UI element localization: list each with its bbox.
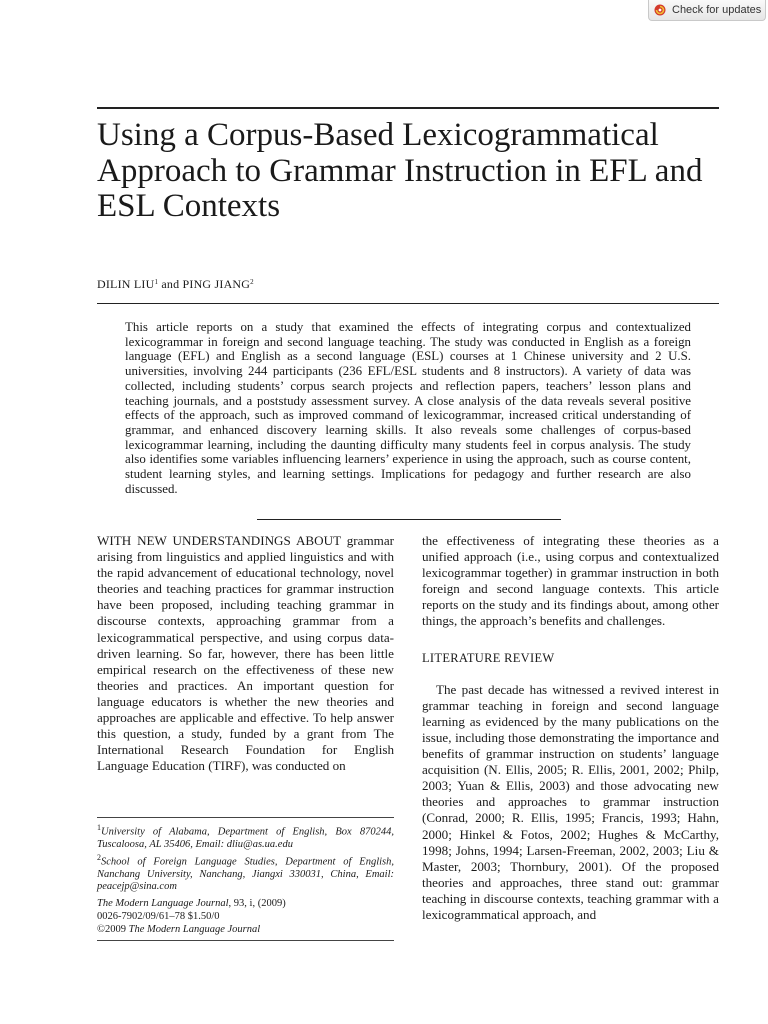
author-joiner: and (161, 277, 180, 291)
check-for-updates-label: Check for updates (672, 4, 762, 16)
footnote-text: School of Foreign Language Studies, Department of English, Nanchang University, Nanchang, Jiangxi 330031, China, Email: peacejp@sina.com (97, 856, 394, 892)
right-column (422, 533, 719, 923)
journal-volume: , 93, i, (2009) (228, 898, 286, 909)
article-title: Using a Corpus-Based Lexicogrammatical Approach to Grammar Instruction in EFL and ESL Contexts (97, 117, 703, 224)
journal-info-rule (97, 940, 394, 941)
abstract: This article reports on a study that examined the effects of integrating corpus and contextualized lexicogrammar in foreign and second language teaching. The study was conducted in English as a foreign language (EFL) and English as a second language (ESL) courses at 1 Chinese university and 2 U.S. universities, involving 244 participants (236 EFL/ESL students and 8 instructors). A variety of data was collected, including students’ corpus search projects and reflection papers, teachers’ lesson plans and teaching journals, and a poststudy assessment survey. A close analysis of the data reveals several positive effects of the approach, such as improved command of lexicogrammar, increased critical understanding of grammar, and enhanced discovery learning skills. It also reveals some challenges of corpus-based lexicogrammar learning, including the daunting difficulty many students feel in corpus analysis. The study also identifies some variables influencing learners’ experience in using the approach, such as course content, student learning styles, and learning settings. Implications for pedagogy and further research are also discussed. (125, 320, 691, 496)
footnote-rule (97, 817, 394, 818)
footnote-text: University of Alabama, Department of English, Box 870244, Tuscaloosa, AL 35406, Email: dliu@as.ua.edu (97, 826, 394, 850)
copyright-symbol: ©2009 (97, 924, 129, 935)
section-heading: LITERATURE REVIEW (422, 650, 555, 665)
footnote-mark: 1 (97, 823, 101, 832)
footnotes (97, 822, 394, 894)
check-for-updates-button[interactable] (648, 0, 766, 21)
author-line (97, 277, 254, 292)
author-name: PING JIANG (182, 277, 251, 291)
affiliation-mark: 1 (154, 278, 159, 286)
journal-name: The Modern Language Journal (97, 898, 229, 909)
journal-info (97, 897, 394, 936)
update-badge-icon (654, 4, 666, 16)
abstract-divider (257, 519, 561, 520)
journal-issn: 0026-7902/09/61–78 $1.50/0 (97, 911, 220, 922)
intro-paragraph: WITH NEW UNDERSTANDINGS ABOUT grammar arising from linguistics and applied linguistics and with the rapid advancement of educational technology, novel theories and teaching practices for grammar instruction have been proposed, including teaching grammar in discourse contexts, approaching grammar from a lexicogrammatical perspective, and using corpus data-driven learning. So far, however, there has been little empirical research on the effectiveness of these new theories and practices. An important question for language educators is whether the new theories and approaches are applicable and effective. To help answer this question, a study, funded by a grant from The International Research Foundation for English Language Education (TIRF), was conducted on (97, 533, 394, 774)
journal-copyright (97, 923, 394, 936)
footnote-mark: 2 (97, 852, 101, 862)
author-name: DILIN LIU (97, 277, 155, 291)
left-column (97, 533, 394, 774)
header-rule (97, 303, 719, 304)
journal-name: The Modern Language Journal (128, 924, 261, 935)
footnote (97, 852, 394, 894)
journal-citation (97, 897, 394, 910)
continuation-paragraph: the effectiveness of integrating these theories as a unified approach (i.e., using corpus and contextualized lexicogrammar together) in grammar instruction in both foreign and second language contexts. This article reports on the study and its findings about, among other things, the approach’s benefits and challenges. (422, 533, 719, 629)
top-rule (97, 107, 719, 109)
literature-review-paragraph: The past decade has witnessed a revived interest in grammar teaching in foreign and second language learning as evidenced by the many publications on the issue, including those demonstrating the importance and benefits of grammar instruction on students’ language acquisition (N. Ellis, 2005; R. Ellis, 2001, 2002; Philp, 2003; Yuan & Ellis, 2003) and those advocating new theories and approaches to grammar instruction (Conrad, 2000; R. Ellis, 1995; Francis, 1993; Hahn, 2000; Hinkel & Fotos, 2002; Hughes & McCarthy, 1998; Johns, 1994; Larsen-Freeman, 2002, 2003; Liu & Master, 2003; Thornbury, 2001). Of the proposed theories and approaches, three stand out: grammar teaching in discourse contexts, teaching grammar with a lexicogrammatical approach, and (422, 681, 719, 922)
footnote (97, 822, 394, 852)
affiliation-mark: 2 (250, 278, 254, 286)
